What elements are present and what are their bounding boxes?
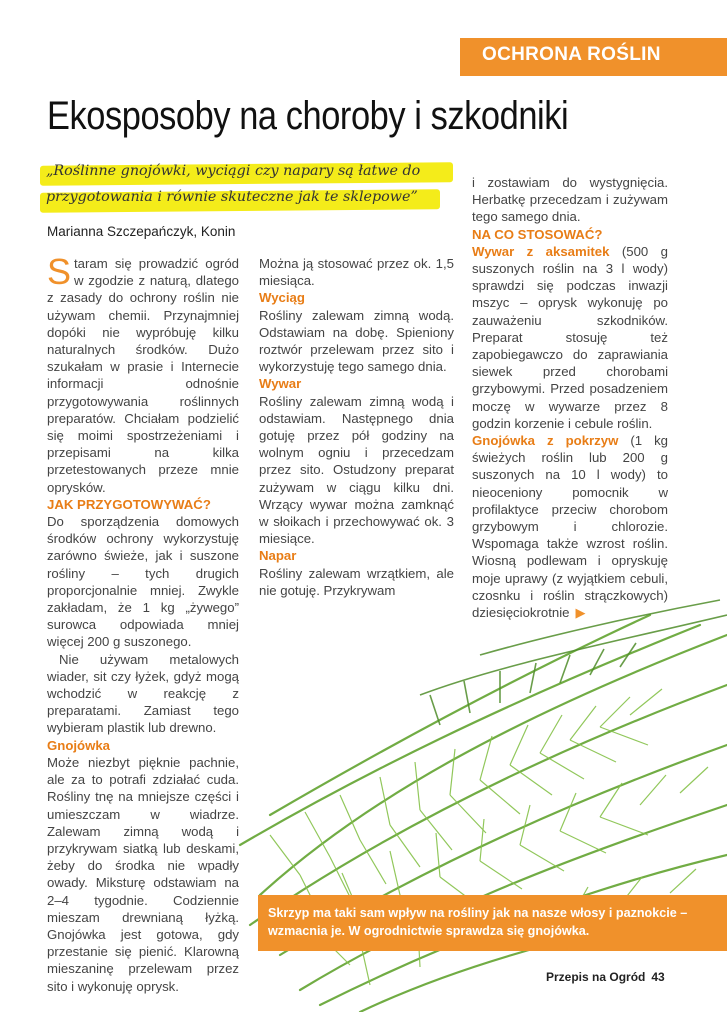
page-number: 43: [651, 970, 665, 984]
pull-quote: [40, 158, 455, 210]
intro-paragraph: taram się prowadzić ogród w zgodzie z naturą, dlatego z zasady do ochrony roślin nie używam chemii. Przynajmniej dopóki nie wypróbuję kilku naturalnych środków. Dużo szukałam w prasie i Internecie informacji odnośnie przygotowywania roślinnych preparatów. Chciałam podzielić się moimi spostrzeżeniami i przepisami na kilka przetestowanych przeze mnie oprysków.: [47, 256, 239, 495]
author-byline: Marianna Szczepańczyk, Konin: [47, 224, 236, 239]
paragraph: Rośliny zalewam zimną wodą i odstawiam. Następnego dnia gotuję przez pół godziny na wolnym ogniu i przecedzam przez sito. Ostudzony preparat zużywam w ciągu kilku dni. Wrzący wywar można zamknąć w słoikach i przechowywać ok. 3 miesiące.: [259, 393, 454, 547]
paragraph: i zostawiam do wystygnięcia. Herbatkę przecedzam i zużywam tego samego dnia.: [472, 175, 668, 225]
magazine-name: Przepis na Ogród: [546, 970, 646, 984]
paragraph: (500 g suszonych roślin na 3 l wody) sprawdzi się podczas inwazji mszyc – oprysk wykonuję po zauważeniu szkodników. Preparat stosuję też zapobiegawczo do zaprawiania siewek przed chorobami grzybowymi. Przed posadzeniem moczę w wywarze przez 8 godzin korzenie i cebule roślin.: [472, 243, 668, 431]
paragraph: Można ją stosować przez ok. 1,5 miesiąca.: [259, 256, 454, 289]
subheading: Napar: [259, 548, 297, 564]
continue-arrow-icon: ▶: [575, 605, 586, 621]
paragraph: Nie używam metalowych wiader, sit czy łyżek, gdyż mogą wchodzić w reakcję z preparatami. Zamiast tego wybieram plastik lub drewno.: [47, 651, 239, 736]
photo-caption: [258, 895, 727, 951]
quote-line-1: „Roślinne gnojówki, wyciągi czy napary są łatwe do: [46, 163, 421, 179]
subheading: JAK PRZYGOTOWYWAĆ?: [47, 496, 211, 512]
subheading: Gnojówka: [47, 737, 111, 753]
column-1: [47, 251, 239, 995]
section-tag-label: OCHRONA ROŚLIN: [482, 44, 661, 65]
subheading: NA CO STOSOWAĆ?: [472, 226, 603, 242]
drop-cap: S: [47, 251, 72, 292]
subheading: Wyciąg: [259, 290, 305, 306]
subheading: Wywar: [259, 376, 302, 392]
column-2: [259, 255, 454, 599]
quote-line-2: przygotowania i równie skuteczne jak te sklepowe”: [46, 189, 418, 205]
paragraph: Do sporządzenia domowych środków ochrony wykorzystuję zarówno świeże, jak i suszone rośliny – tych drugich proporcjonalnie mniej. Zwykle zakładam, że 1 kg „żywego” surowca odpowiada mniej więcej 200 g suszonego.: [47, 514, 239, 650]
section-tag: [460, 38, 727, 76]
article-headline: Ekosposoby na choroby i szkodniki: [47, 94, 569, 138]
page-footer: [546, 970, 665, 984]
lead-in: Gnojówka z pokrzyw: [472, 433, 619, 449]
paragraph: Rośliny zalewam zimną wodą. Odstawiam na dobę. Spieniony roztwór przelewam przez sito i wykorzystuję tego samego dnia.: [259, 307, 454, 375]
paragraph: Rośliny zalewam wrzątkiem, ale nie gotuję. Przykrywam: [259, 565, 454, 598]
paragraph: (1 kg świeżych roślin lub 200 g suszonych na 10 l wody) to nieoceniony pomocnik w profilaktyce przeciw chorobom grzybowym i chlorozie. Wspomaga także wzrost roślin. Wiosną podlewam i opryskuję moje uprawy (z wyjątkiem cebuli, czosnku i roślin strączkowych) dziesięciokrotnie: [472, 433, 668, 621]
lead-in: Wywar z aksamitek: [472, 243, 610, 259]
column-3: [472, 174, 668, 621]
caption-text: Skrzyp ma taki sam wpływ na rośliny jak na nasze włosy i paznokcie – wzmacnia je. W ogrodnictwie sprawdza się gnojówka.: [268, 906, 688, 938]
paragraph: Może niezbyt pięknie pachnie, ale za to potrafi zdziałać cuda. Rośliny tnę na mniejsze części i umieszczam w wiadrze. Zalewam zimną wodą i przykrywam siatką lub deskami, żeby do środka nie wpadły owady. Miksturę odstawiam na 2–4 tygodnie. Codziennie mieszam drewnianą łyżką. Gnojówka jest gotowa, gdy przestanie się pienić. Klarowną mieszaninę przelewam przez sito i wykonuję oprysk.: [47, 754, 239, 994]
